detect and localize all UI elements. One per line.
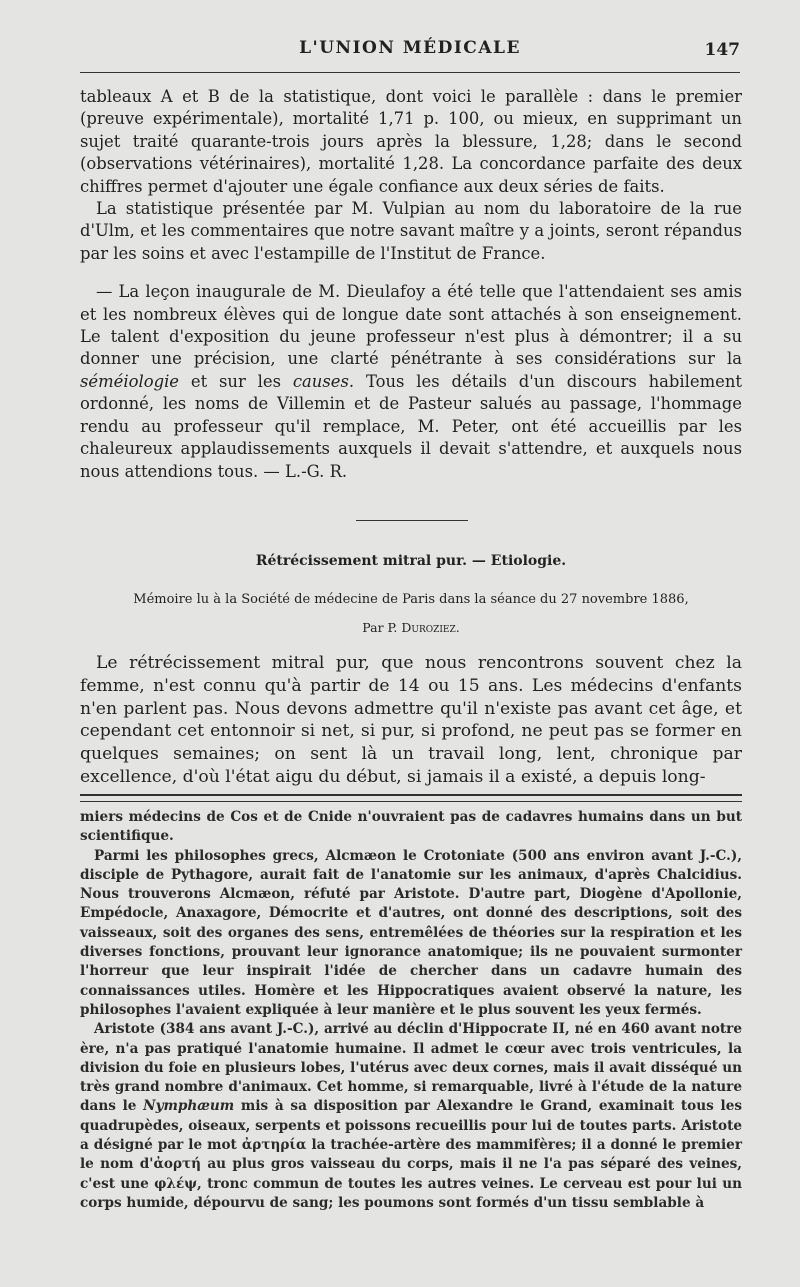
paragraph-statistics: tableaux A et B de la statistique, dont voici le parallèle : dans le premier (preuve expérimentale), mortalité 1,71 p. 100, ou mieux, en supprimant un sujet traité quarante-trois jours après la blessure, 1,28; dans le second (observations vétérinaires), mortalité 1,28. La concordance parfaite des deux chiffres permet d'ajouter une égale confiance aux deux séries de faits.	[80, 87, 742, 196]
footnote-philosophers: Parmi les philosophes grecs, Alcmæon le Crotoniate (500 ans environ avant J.-C.), disciple de Pythagore, aurait fait de l'anatomie sur les animaux, d'après Chalcidius. Nous trouverons Alcmæon, réfuté par Aristote. D'autre part, Diogène d'Apollonie, Empédocle, Anaxagore, Démocrite et d'autres, ont donné des descriptions, soit des vaisseaux, soit des organes des sens, entremêlées de théories sur la respiration et les diverses fonctions, prouvant leur ignorance anatomique; ils ne pouvaient surmonter l'horreur que leur inspirait l'idée de chercher dans un cadavre humain des connaissances utiles. Homère et les Hippocratiques avaient observé la nature, les philosophes l'avaient expliquée à leur manière et le plus souvent les yeux fermés.	[80, 847, 742, 1018]
dieulafoy-text-c: Tous les détails d'un discours habilement ordonné, les noms de Villemin et de Pasteur salués au passage, l'hommage rendu au professeur qu'il remplace, M. Peter, ont été accueillis par les chaleureux applaudissements auxquels il devait s'attendre, et auxquels nous nous attendions tous. — L.-G. R.	[80, 371, 742, 481]
footnote-continuation: miers médecins de Cos et de Cnide n'ouvraient pas de cadavres humains dans un but scientifique.	[80, 809, 742, 845]
semeiologie-term: séméiologie	[80, 371, 180, 391]
footnote-aristote	[80, 1020, 742, 1213]
causes-term: causes.	[292, 371, 355, 391]
paragraph-vulpian	[80, 198, 742, 265]
journal-title: L'UNION MÉDICALE	[299, 38, 521, 58]
article-title: Rétrécissement mitral pur. — Etiologie.	[255, 553, 567, 569]
aristote-text-a: Aristote (384 ans avant J.-C.), arrivé au déclin d'Hippocrate II, né en 460 avant notre ère, n'a pas pratiqué l'anatomie humaine. Il admet le cœur avec trois ventricules, la division du foie en plusieurs lobes, l'utérus avec deux cornes, mais il avait disséqué un très grand nombre d'animaux. Cet homme, si remarquable, livré à l'étude de la nature dans le	[80, 1021, 742, 1115]
main-text	[80, 86, 742, 483]
article-subtitle: Mémoire lu à la Société de médecine de Paris dans la séance du 27 novembre 1886,	[133, 592, 689, 607]
footnote-rule	[80, 794, 742, 802]
author-prefix: Par P.	[362, 620, 402, 635]
section-divider	[356, 520, 468, 521]
nymphaeum-term: Nymphæum	[143, 1098, 235, 1115]
header-rule	[80, 72, 740, 73]
page-number: 147	[704, 40, 740, 60]
paragraph-vulpian-text: La statistique présentée par M. Vulpian au nom du laboratoire de la rue d'Ulm, et les commentaires que notre savant maître y a joints, seront répandus par les soins et avec l'estampille de l'Institut de France.	[80, 199, 742, 263]
article-author	[80, 620, 742, 635]
dieulafoy-text-b: et sur les	[179, 371, 293, 391]
author-name: Duroziez.	[401, 620, 460, 635]
article-body	[80, 652, 742, 789]
article-paragraph: Le rétrécissement mitral pur, que nous rencontrons souvent chez la femme, n'est connu qu'à partir de 14 ou 15 ans. Les médecins d'enfants n'en parlent pas. Nous devons admettre qu'il n'existe pas avant cet âge, et cependant cet entonnoir si net, si pur, si profond, ne peut pas se former en quelques semaines; on sent là un travail long, lent, chronique par excellence, d'où l'état aigu du début, si jamais il a existé, a depuis long-	[80, 653, 742, 787]
paragraph-dieulafoy	[80, 281, 742, 483]
footnotes	[80, 808, 742, 1213]
aristote-text-b: mis à sa disposition par Alexandre le Grand, examinait tous les quadrupèdes, oiseaux, serpents et poissons recueillis pour lui de toutes parts. Aristote a désigné par le mot ἀρτηρία la trachée-artère des mammifères; il a donné le premier le nom d'ἀορτή au plus gros vaisseau du corps, mais il ne l'a pas séparé des veines, c'est une φλέψ, tronc commun de toutes les autres veines. Le cerveau est pour lui un corps humide, dépourvu de sang; les poumons sont formés d'un tissu semblable à	[80, 1098, 742, 1211]
dieulafoy-text-a: — La leçon inaugurale de M. Dieulafoy a été telle que l'attendaient ses amis et les nombreux élèves qui de longue date sont attachés à son enseignement. Le talent d'exposition du jeune professeur n'est plus à démontrer; il a su donner une précision, une clarté pénétrante à ses considérations sur la	[80, 282, 742, 369]
running-header	[80, 38, 740, 64]
